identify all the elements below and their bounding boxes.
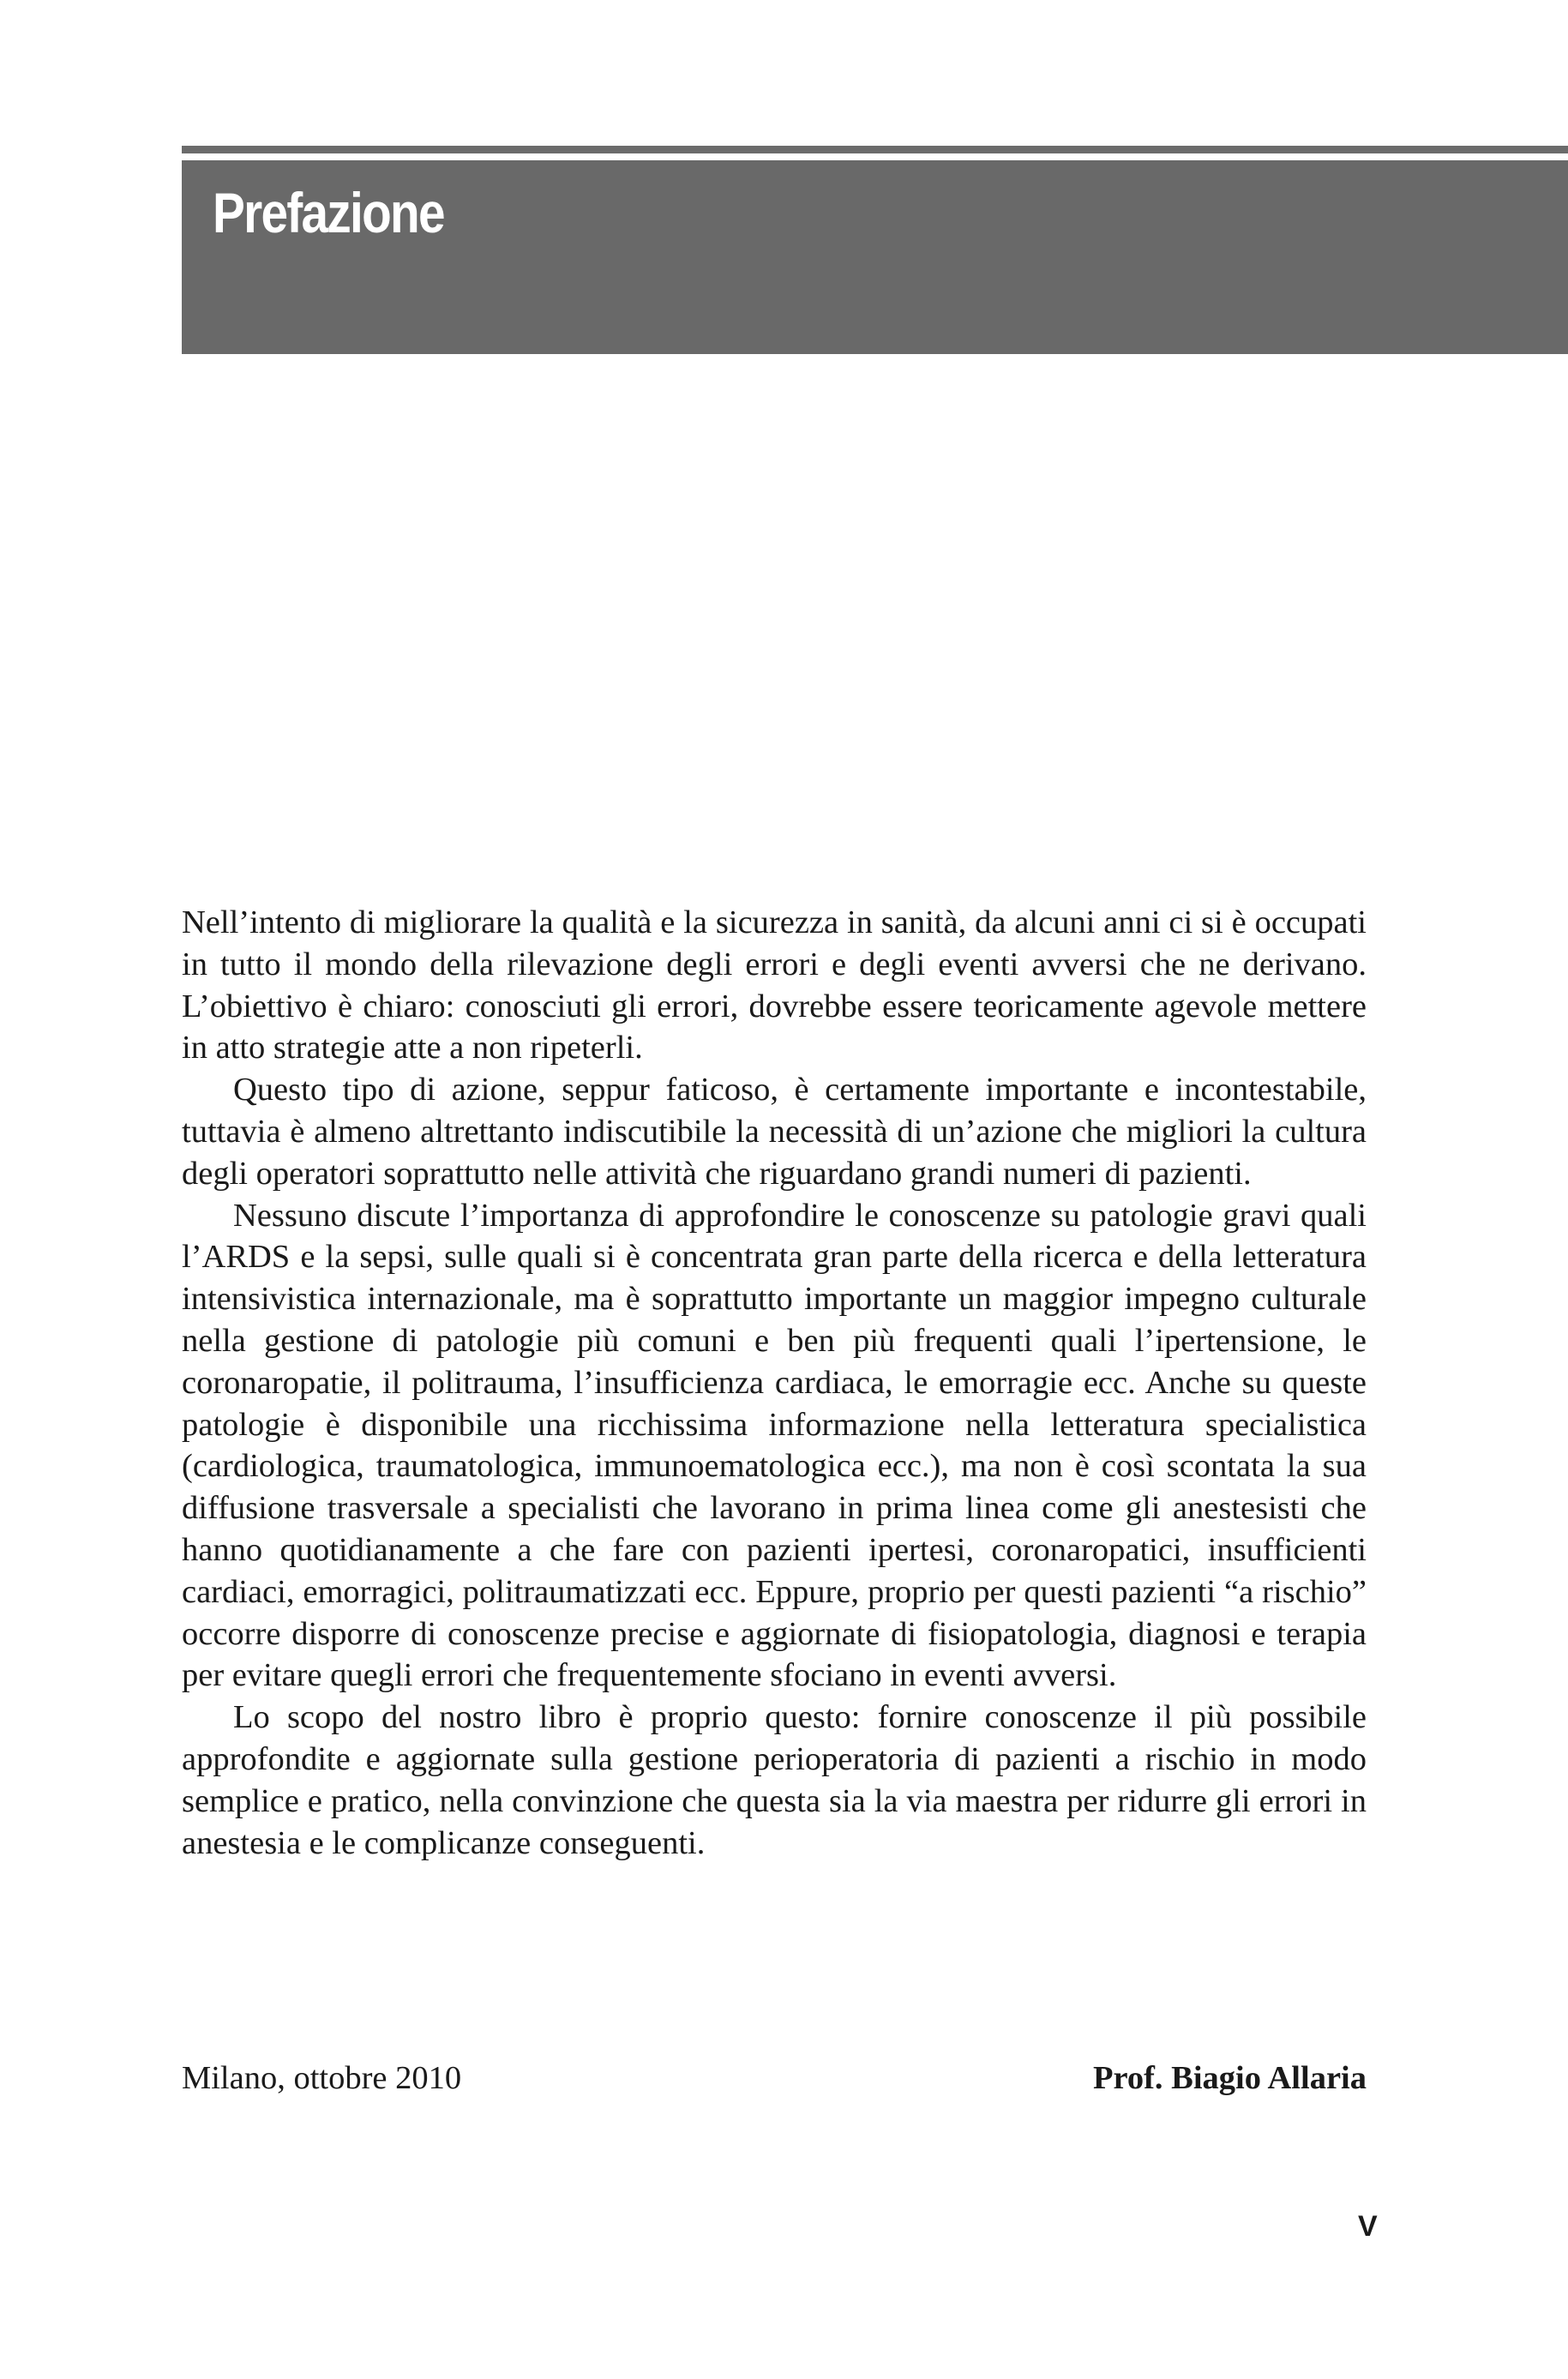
page-number: V — [1358, 2210, 1378, 2243]
paragraph: Lo scopo del nostro libro è proprio questo: fornire conoscenze il più possibile approfondite e aggiornate sulla gestione perioperatoria di pazienti a rischio in modo semplice e pratico, nella convinzione che questa sia la via maestra per ridurre gli errori in anestesia e le complicanze conseguenti. — [182, 1699, 1367, 1861]
paragraph: Questo tipo di azione, seppur faticoso, è certamente importante e incontestabile, tuttavia è almeno altrettanto indiscutibile la necessità di un’azione che migliori la cultura degli operatori soprattutto nelle attività che riguardano grandi numeri di pazienti. — [182, 1072, 1367, 1192]
paragraph: Nessuno discute l’importanza di approfondire le conoscenze su patologie gravi quali l’ARDS e la sepsi, sulle quali si è concentrata gran parte della ricerca e della letteratura intensivistica internazionale, ma è soprattutto importante un maggior impegno culturale nella gestione di patologie più comuni e ben più frequenti quali l’ipertensione, le coronaropatie, il politrauma, l’insufficienza cardiaca, le emorragie ecc. Anche su queste patologie è disponibile una ricchissima informazione nella letteratura specialistica (cardiologica, traumatologica, immunoematologica ecc.), ma non è così scontata la sua diffusione trasversale a specialisti che lavorano in prima linea come gli anestesisti che hanno quotidianamente a che fare con pazienti ipertesi, coronaropatici, insufficienti cardiaci, emorragici, politraumatizzati ecc. Eppure, proprio per questi pazienti “a rischio” occorre disporre di conoscenze precise e aggiornate di fisiopatologia, diagnosi e terapia per evitare quegli errori che frequentemente sfociano in eventi avversi. — [182, 1197, 1367, 1694]
place-date: Milano, ottobre 2010 — [182, 2060, 462, 2096]
header-rule — [182, 146, 1568, 153]
paragraph: Nell’intento di migliorare la qualità e la sicurezza in sanità, da alcuni anni ci si è occupati in tutto il mondo della rilevazione degli errori e degli eventi avversi che ne derivano. L’obiettivo è chiaro: conosciuti gli errori, dovrebbe essere teoricamente agevole mettere in atto strategie atte a non ripeterli. — [182, 904, 1367, 1066]
signature-row — [182, 2058, 1367, 2099]
preface-body — [182, 902, 1367, 1864]
chapter-title: Prefazione — [213, 181, 444, 244]
author-name: Prof. Biagio Allaria — [1092, 2060, 1367, 2096]
